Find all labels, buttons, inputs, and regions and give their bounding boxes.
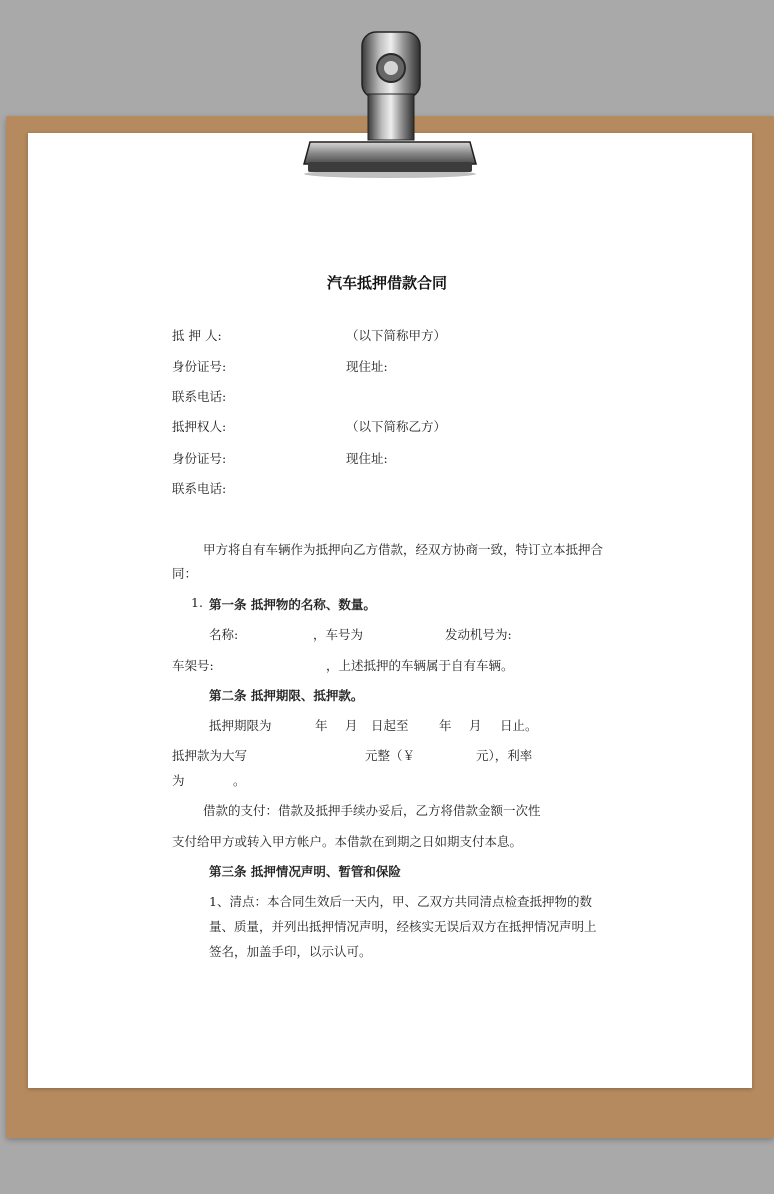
plate-number-label: ，车号为 (313, 627, 364, 642)
rate-label: 为 (172, 773, 185, 788)
article-3-para-line-1: 1、清点：本合同生效后一天内，甲、乙双方共同清点检查抵押物的数 (209, 894, 592, 909)
party-a-phone-label: 联系电话: (172, 389, 227, 404)
party-b-phone-label: 联系电话: (172, 481, 227, 496)
party-b-id-label: 身份证号: (172, 451, 227, 466)
payment-line-1: 借款的支付：借款及抵押手续办妥后，乙方将借款金额一次性 (203, 803, 541, 818)
rate-end: 。 (233, 773, 246, 788)
period-start-year: 年 (315, 718, 328, 733)
party-a-address-label: 现住址: (346, 359, 388, 374)
party-b-address-label: 现住址: (346, 451, 388, 466)
engine-number-label: 发动机号为: (445, 627, 512, 642)
article-2-heading: 第二条 抵押期限、抵押款。 (209, 688, 364, 703)
party-b-name-label: 抵押权人: (172, 419, 227, 434)
period-end-month: 月 (469, 718, 482, 733)
period-end-day: 日止。 (500, 718, 538, 733)
article-1-number: 1. (191, 595, 203, 610)
amount-close: 元），利率 (476, 748, 533, 763)
amount-label: 抵押款为大写 (172, 748, 248, 763)
payment-line-2: 支付给甲方或转入甲方帐户。本借款在到期之日如期支付本息。 (172, 834, 523, 849)
party-a-name-label: 抵 押 人: (172, 328, 222, 343)
frame-number-label: 车架号: (172, 658, 214, 673)
period-end-year: 年 (439, 718, 452, 733)
article-1-heading: 第一条 抵押物的名称、数量。 (209, 597, 376, 612)
binder-clip-icon (300, 24, 480, 178)
amount-yuan: 元整（￥ (365, 748, 416, 763)
period-start-month: 月 (345, 718, 358, 733)
ownership-text: ，上述抵押的车辆属于自有车辆。 (326, 658, 514, 673)
vehicle-name-label: 名称: (209, 627, 239, 642)
party-a-name-note: （以下简称甲方） (346, 328, 447, 343)
contract-title: 汽车抵押借款合同 (326, 274, 447, 292)
party-b-name-note: （以下简称乙方） (346, 419, 447, 434)
article-3-para-line-2: 量、质量，并列出抵押情况声明，经核实无误后双方在抵押情况声明上 (209, 919, 597, 934)
article-3-heading: 第三条 抵押情况声明、暂管和保险 (209, 864, 401, 879)
period-label: 抵押期限为 (209, 718, 272, 733)
intro-line-2: 同： (172, 566, 198, 581)
party-a-id-label: 身份证号: (172, 359, 227, 374)
intro-line-1: 甲方将自有车辆作为抵押向乙方借款，经双方协商一致，特订立本抵押合 (203, 542, 604, 557)
period-start-day: 日起至 (371, 718, 409, 733)
article-3-para-line-3: 签名，加盖手印，以示认可。 (209, 944, 372, 959)
